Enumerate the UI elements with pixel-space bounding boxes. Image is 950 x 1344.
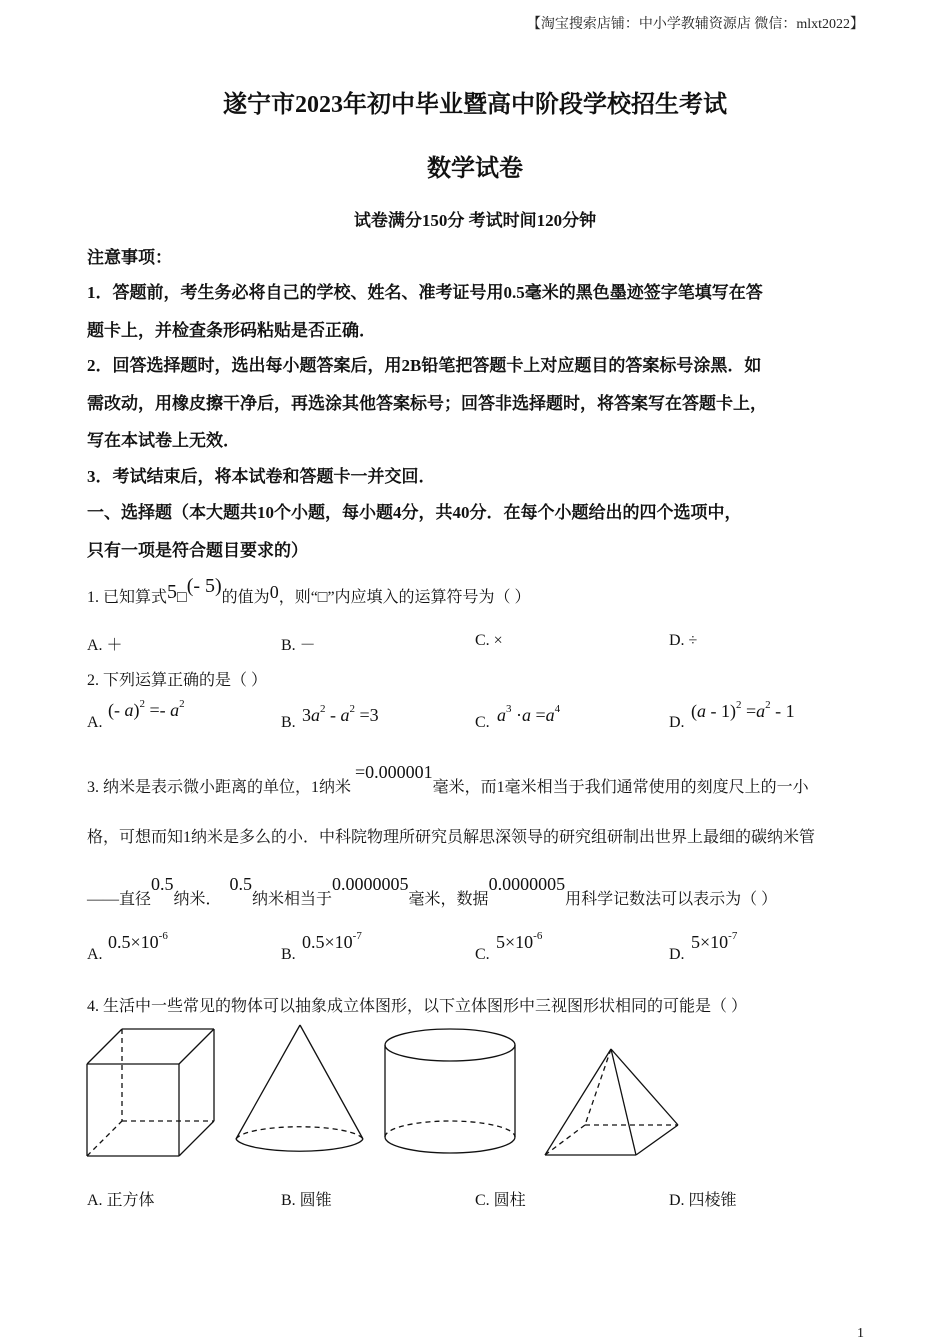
question-2-stem: 2. 下列运算正确的是（ ） xyxy=(87,672,268,689)
question-3-line-1 xyxy=(87,762,809,797)
q4-option-c: C. 圆柱 xyxy=(475,1192,526,1209)
q2-option-c-formula: $a^3 \cdot a =a^4$ xyxy=(497,703,561,725)
q4-figures xyxy=(80,1020,700,1165)
q3-option-a-label: A. xyxy=(87,946,103,963)
question-1-stem xyxy=(87,575,531,608)
q2-option-d-label: D. xyxy=(669,714,685,731)
q3-value-0-5-a: 0.5 xyxy=(151,874,174,894)
q3-option-a-formula: $0.5\times 10^{-6}$ xyxy=(108,930,168,952)
q3-line3-a: ——直径 xyxy=(87,891,152,908)
q1-option-b: B. － xyxy=(281,637,316,654)
q2-option-d-formula: $(a - 1)^2 =a^2 - 1$ xyxy=(691,699,795,721)
q3-line3-b: 纳米． xyxy=(173,891,222,908)
section-1-line-2: 只有一项是符合题目要求的） xyxy=(87,541,308,560)
q1-suffix: ，则“□”内应填入的运算符号为（ ） xyxy=(278,589,531,606)
question-3-line-2: 格，可想而知1纳米是多么的小．中科院物理所研究员解思深领导的研究组研制出世界上最细的碳纳米管 xyxy=(87,829,816,846)
q2-option-b-label: B. xyxy=(281,714,296,731)
cube-figure xyxy=(87,1029,214,1156)
q1-option-c: C. × xyxy=(475,632,503,649)
q3-value-small-b: 0.0000005 xyxy=(488,874,566,894)
pyramid-figure xyxy=(545,1049,678,1155)
q3-option-b-label: B. xyxy=(281,946,296,963)
q1-zero: 0 xyxy=(269,582,279,602)
notice-item-2-line-2: 需改动，用橡皮擦干净后，再选涂其他答案标号；回答非选择题时，将答案写在答题卡上， xyxy=(87,394,767,413)
notice-item-3: 3．考试结束后，将本试卷和答题卡一并交回． xyxy=(87,467,436,486)
q3-line1-a: 3. 纳米是表示微小距离的单位，1纳米 xyxy=(87,779,352,796)
q3-value-0-5-b: 0.5 xyxy=(229,874,253,894)
q3-value-small-a: 0.0000005 xyxy=(332,874,409,894)
exam-subtitle: 数学试卷 xyxy=(427,156,523,182)
q3-line3-e: 用科学记数法可以表示为（ ） xyxy=(565,891,778,908)
q1-expr-b: (- 5) xyxy=(186,575,222,597)
section-1-line-1: 一、选择题（本大题共10个小题，每小题4分，共40分．在每个小题给出的四个选项中， xyxy=(87,503,742,522)
notice-item-2-line-3: 写在本试卷上无效． xyxy=(87,431,240,450)
q4-option-d: D. 四棱锥 xyxy=(669,1192,737,1209)
notice-item-1-line-2: 题卡上，并检查条形码粘贴是否正确． xyxy=(87,321,376,340)
q3-option-b-formula: $0.5\times 10^{-7}$ xyxy=(302,930,362,952)
notice-item-2-line-1: 2．回答选择题时，选出每小题答案后，用2B铅笔把答题卡上对应题目的答案标号涂黑．如 xyxy=(87,356,762,375)
q2-option-b-formula: $3a^2 - a^2 =3$ xyxy=(302,703,379,725)
exam-meta: 试卷满分150分 考试时间120分钟 xyxy=(353,211,597,230)
cone-figure xyxy=(236,1025,363,1151)
q1-mid: 的值为 xyxy=(221,589,270,606)
question-3-line-3 xyxy=(87,874,778,909)
q3-option-d-formula: $5\times 10^{-7}$ xyxy=(691,930,738,952)
q3-eq: =0.000001 xyxy=(355,762,433,782)
q3-line1-b: 毫米，而1毫米相当于我们通常使用的刻度尺上的一小 xyxy=(432,779,809,796)
q1-option-a: A. ＋ xyxy=(87,637,123,654)
q2-option-c-label: C. xyxy=(475,714,490,731)
q4-option-b: B. 圆锥 xyxy=(281,1192,332,1209)
q3-line3-c: 纳米相当于 xyxy=(252,891,333,908)
question-4-stem: 4. 生活中一些常见的物体可以抽象成立体图形，以下立体图形中三视图形状相同的可能是（ ） xyxy=(87,998,748,1015)
q3-option-c-formula: $5\times 10^{-6}$ xyxy=(496,930,543,952)
cylinder-figure xyxy=(385,1029,515,1153)
q2-option-a-formula: (- $a)^2 =- a^2$ xyxy=(108,698,185,720)
notice-item-1-line-1: 1．答题前，考生务必将自己的学校、姓名、准考证号用0.5毫米的黑色墨迹签字笔填写在答 xyxy=(87,283,763,302)
q1-prefix: 1. 已知算式 xyxy=(87,589,168,606)
q4-option-a: A. 正方体 xyxy=(87,1192,155,1209)
q3-option-c-label: C. xyxy=(475,946,490,963)
q1-expr-a: 5 xyxy=(167,581,178,603)
q2-option-a-label: A. xyxy=(87,714,103,731)
page-number: 1 xyxy=(857,1326,864,1341)
header-note: 【淘宝搜索店铺：中小学教辅资源店 微信：mlxt2022】 xyxy=(526,17,864,32)
q3-option-d-label: D. xyxy=(669,946,685,963)
q1-box: □ xyxy=(177,589,187,606)
notice-heading: 注意事项： xyxy=(87,248,172,267)
q1-option-d: D. ÷ xyxy=(669,632,698,649)
exam-title: 遂宁市2023年初中毕业暨高中阶段学校招生考试 xyxy=(223,92,727,118)
q3-line3-d: 毫米，数据 xyxy=(408,891,489,908)
